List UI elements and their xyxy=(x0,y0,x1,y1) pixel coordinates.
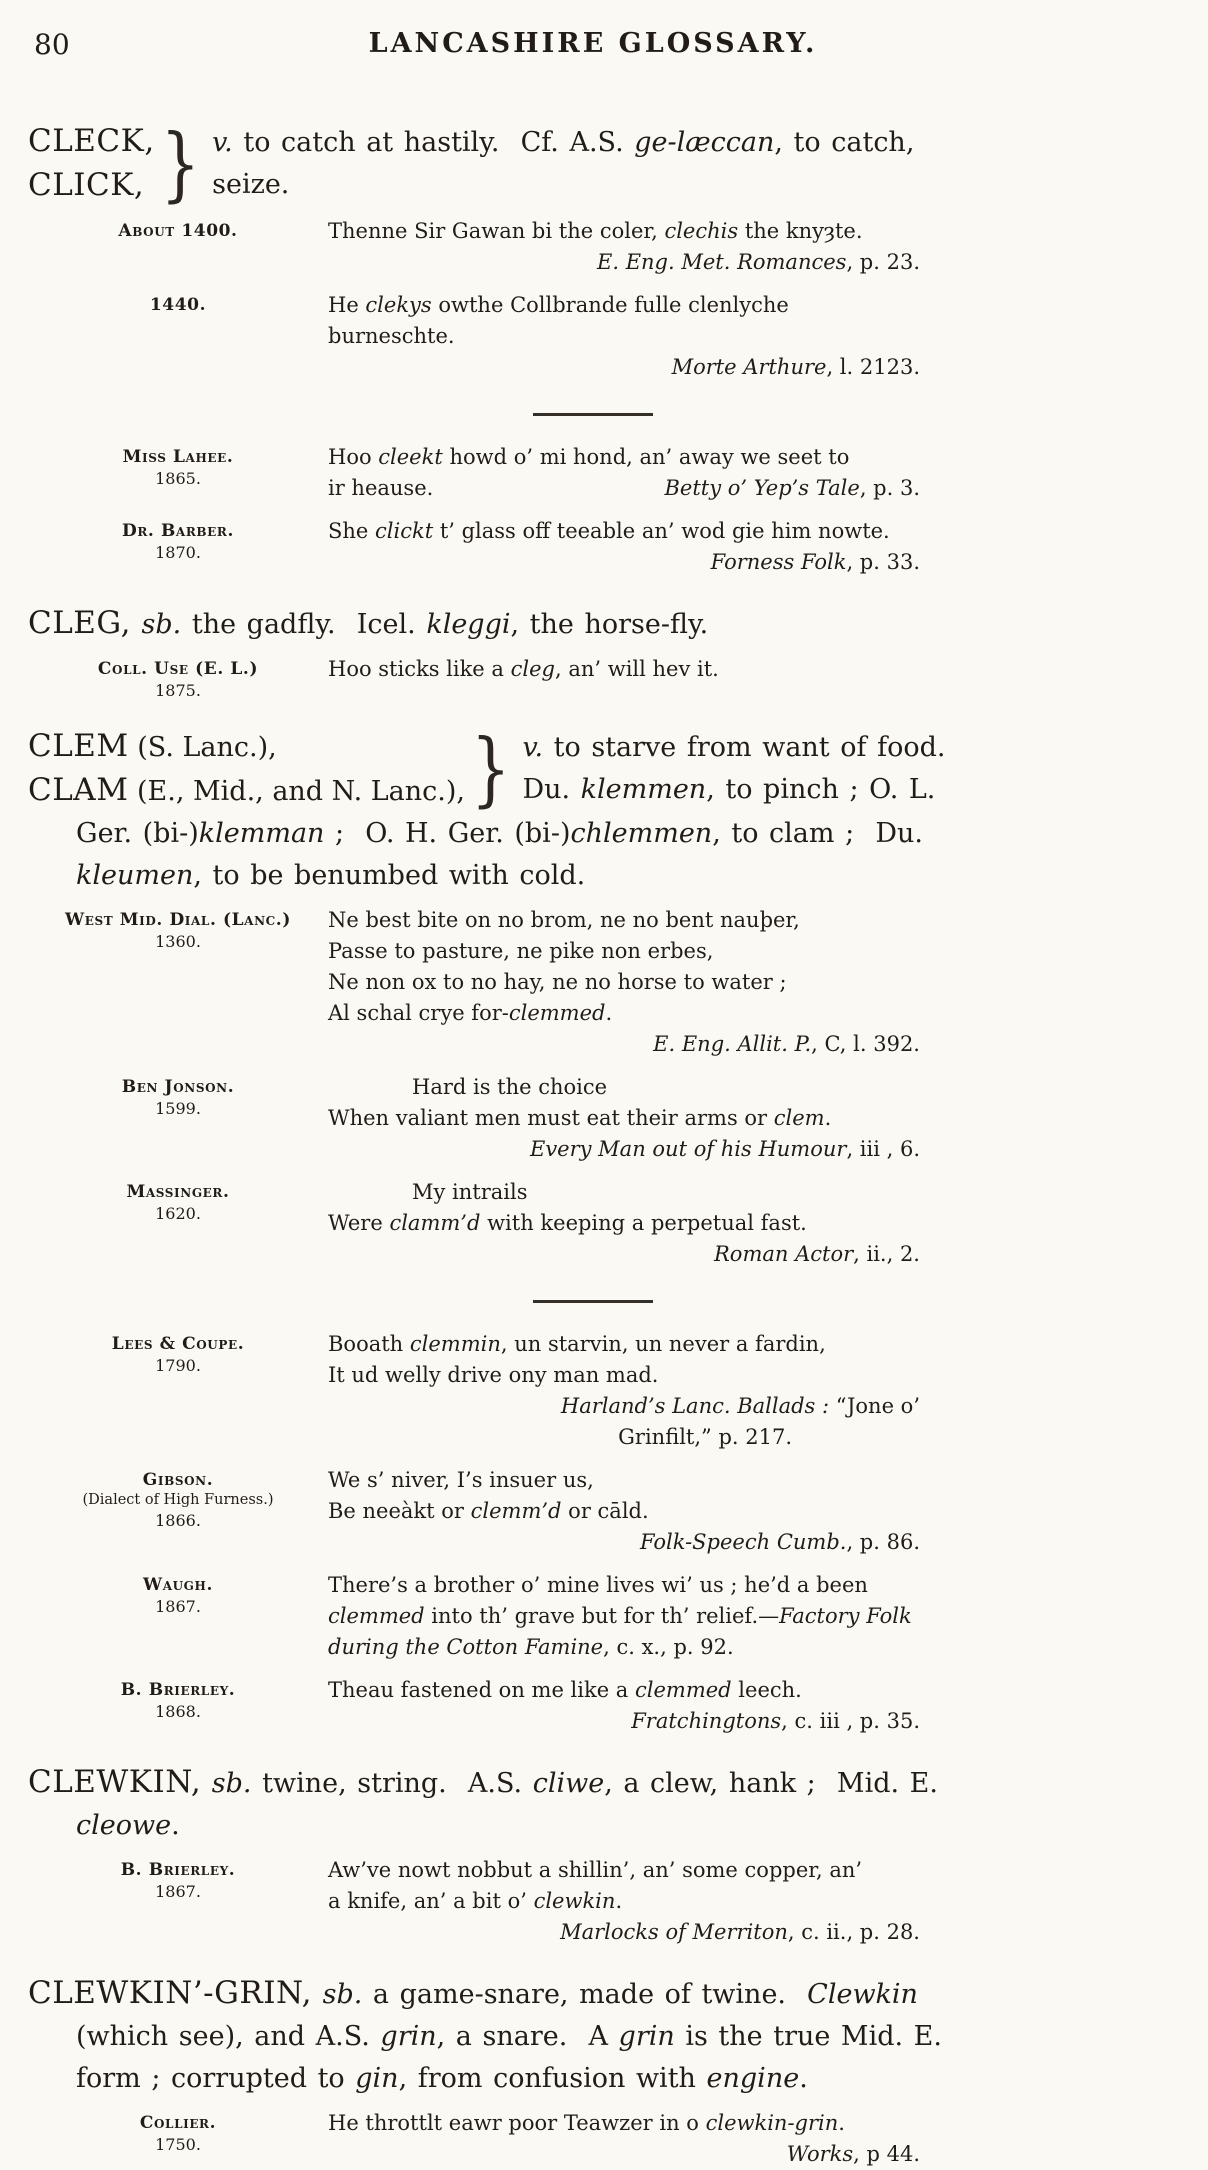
quote-text: Booath clemmin, un starvin, un never a fardin, xyxy=(328,1332,826,1356)
citation-date: 1599. xyxy=(155,1099,201,1118)
quote-text: When valiant men must eat their arms or clem. xyxy=(328,1106,832,1130)
citation-quote xyxy=(328,516,920,578)
quote-text: Passe to pasture, ne pike non erbes, xyxy=(328,939,714,963)
citation xyxy=(28,516,1158,578)
citation xyxy=(28,216,1158,278)
brace-glyph: } xyxy=(470,720,511,816)
citation-source xyxy=(28,1675,328,1737)
quote-attribution: E. Eng. Allit. P., C, l. 392. xyxy=(653,1032,920,1056)
citation-date: 1866. xyxy=(155,1511,201,1530)
citation-quote xyxy=(328,1855,920,1948)
entry-head: CLEWKIN, sb. twine, string. A.S. cliwe, a clew, hank ; Mid. E. cleowe. xyxy=(28,1764,938,1841)
quote-attribution: Harland’s Lanc. Ballads : “Jone o’ xyxy=(560,1394,920,1418)
citation-source-name: Waugh. xyxy=(143,1575,213,1595)
quote-text: Hoo sticks like a cleg, an’ will hev it. xyxy=(328,657,719,681)
citation xyxy=(28,1570,1158,1663)
citation-quote xyxy=(328,1465,920,1558)
quote-line xyxy=(328,1029,920,1060)
citation-source xyxy=(28,2108,328,2170)
quote-text: It ud welly drive ony man mad. xyxy=(328,1363,659,1387)
citation xyxy=(28,654,1158,701)
entry-headwords xyxy=(28,120,155,208)
citation xyxy=(28,290,1158,383)
citation-quote xyxy=(328,216,920,278)
quote-text: clemmed into th’ grave but for th’ relief.—Factory Folk xyxy=(328,1604,912,1628)
quote-line xyxy=(328,1177,920,1208)
citation-source xyxy=(28,905,328,1060)
quote-line xyxy=(328,1886,920,1917)
quote-text: a knife, an’ a bit o’ clewkin. xyxy=(328,1889,623,1913)
citation-quote xyxy=(328,1675,920,1737)
citation xyxy=(28,1072,1158,1165)
quote-text: We s’ niver, I’s insuer us, xyxy=(328,1468,594,1492)
citation-source xyxy=(28,1329,328,1453)
quote-line xyxy=(328,1239,920,1270)
quote-line xyxy=(328,216,920,247)
quote-line xyxy=(328,1329,920,1360)
citation-source-name: Miss Lahee. xyxy=(122,447,234,467)
quote-line xyxy=(328,473,920,504)
quote-text: She clickt t’ glass off teeable an’ wod gie him nowte. xyxy=(328,519,890,543)
quote-attribution: Morte Arthure, l. 2123. xyxy=(671,355,920,379)
citation-source xyxy=(28,1465,328,1558)
page-number: 80 xyxy=(34,28,70,61)
quote-line xyxy=(328,516,920,547)
citation-source-note: (Dialect of High Furness.) xyxy=(82,1492,274,1508)
quote-attribution: E. Eng. Met. Romances, p. 23. xyxy=(597,250,920,274)
quote-text: ir heause. xyxy=(328,476,434,500)
quote-attribution: Marlocks of Merriton, c. ii., p. 28. xyxy=(560,1920,920,1944)
citation-source-name: Gibson. xyxy=(142,1470,214,1490)
quote-attribution: Grinfilt,” p. 217. xyxy=(618,1425,792,1449)
entry-headword: CLICK, xyxy=(28,167,145,203)
citation xyxy=(28,1675,1158,1737)
citation-quote xyxy=(328,2108,920,2170)
citation-source-name: Lees & Coupe. xyxy=(111,1334,245,1354)
quote-text: He throttlt eawr poor Teawzer in o clewkin-grin. xyxy=(328,2111,845,2135)
glossary-entry-cleck-click xyxy=(28,115,1158,578)
quote-text: Hard is the choice xyxy=(412,1075,608,1099)
citation-source-name: Ben Jonson. xyxy=(121,1077,235,1097)
quote-text: There’s a brother o’ mine lives wi’ us ; he’d a been xyxy=(328,1573,868,1597)
quote-line xyxy=(328,1134,920,1165)
quote-text: Aw’ve nowt nobbut a shillin’, an’ some copper, an’ xyxy=(328,1858,863,1882)
citation-source xyxy=(28,654,328,701)
citation-source xyxy=(28,516,328,578)
brace-glyph: } xyxy=(160,115,201,211)
quote-attribution: Every Man out of his Humour, iii , 6. xyxy=(529,1137,920,1161)
quote-line xyxy=(328,2108,920,2139)
quote-attribution: Roman Actor, ii., 2. xyxy=(714,1242,920,1266)
quote-text: He clekys owthe Collbrande fulle clenlyche burneschte. xyxy=(328,293,789,348)
quote-line xyxy=(328,936,920,967)
quote-line xyxy=(328,1917,920,1948)
quote-text: My intrails xyxy=(412,1180,528,1204)
quote-attribution: Forness Folk, p. 33. xyxy=(710,550,920,574)
entry-headword: CLAM (E., Mid., and N. Lanc.), xyxy=(28,772,465,808)
entry-headwords xyxy=(28,725,465,813)
citation-source-name: West Mid. Dial. (Lanc.) xyxy=(65,910,291,930)
quote-line xyxy=(328,998,920,1029)
entry-definition: v. to catch at hastily. Cf. A.S. ge-læccan, to catch, seize. xyxy=(212,127,915,200)
citation-source-name: 1440. xyxy=(149,295,207,315)
citation-source-name: Dr. Barber. xyxy=(122,521,234,541)
quote-line xyxy=(328,442,920,473)
quote-text: Be neeàkt or clemm’d or cāld. xyxy=(328,1499,649,1523)
quote-line xyxy=(328,547,920,578)
quote-attribution: Fratchingtons, c. iii , p. 35. xyxy=(631,1709,920,1733)
citation-source xyxy=(28,1855,328,1948)
citation xyxy=(28,1177,1158,1270)
citation-source xyxy=(28,1570,328,1663)
citation-date: 1865. xyxy=(155,469,201,488)
citation xyxy=(28,905,1158,1060)
quote-text: Were clamm’d with keeping a perpetual fast. xyxy=(328,1211,807,1235)
citation-quote xyxy=(328,1329,920,1453)
entry-brace-row xyxy=(28,720,1158,816)
rule-line xyxy=(533,413,653,416)
quote-line xyxy=(328,654,920,685)
quote-line xyxy=(328,247,920,278)
page-title: LANCASHIRE GLOSSARY. xyxy=(368,28,818,59)
entry-brace-row xyxy=(28,115,1158,211)
citation-date: 1868. xyxy=(155,1702,201,1721)
page-header xyxy=(28,26,1158,70)
citation-quote xyxy=(328,905,920,1060)
section-divider-rule xyxy=(28,1288,1158,1307)
entry-head: CLEG, sb. the gadfly. Icel. kleggi, the horse-fly. xyxy=(28,605,709,641)
citation-list xyxy=(28,1855,1158,1948)
glossary-entry-cleg xyxy=(28,602,1158,701)
glossary-entry-clewkin xyxy=(28,1761,1158,1948)
quote-text: Theau fastened on me like a clemmed leech. xyxy=(328,1678,802,1702)
glossary-entry-clewkin-grin xyxy=(28,1972,1158,2170)
quote-line xyxy=(328,1360,920,1391)
citation-quote xyxy=(328,1570,920,1663)
citation-source-name: Massinger. xyxy=(126,1182,230,1202)
citation xyxy=(28,2108,1158,2170)
citation-date: 1750. xyxy=(155,2135,201,2154)
citation xyxy=(28,442,1158,504)
quote-attribution: Betty o’ Yep’s Tale, p. 3. xyxy=(664,476,920,500)
quote-line xyxy=(328,1855,920,1886)
quote-line xyxy=(328,1601,920,1632)
entry-definition: v. to starve from want of food. Du. klemmen, to pinch ; O. L. xyxy=(522,732,946,805)
quote-line xyxy=(328,1422,920,1453)
quote-attribution: Folk-Speech Cumb., p. 86. xyxy=(639,1530,920,1554)
quote-line xyxy=(328,290,920,352)
citation-source-name: B. Brierley. xyxy=(120,1680,236,1700)
citation-quote xyxy=(328,442,920,504)
citation-source-name: Collier. xyxy=(139,2113,217,2133)
quote-line xyxy=(328,1103,920,1134)
quote-line xyxy=(328,1465,920,1496)
quote-line xyxy=(328,1570,920,1601)
citation-quote xyxy=(328,1072,920,1165)
citation-quote xyxy=(328,654,920,701)
entry-headword: CLEM (S. Lanc.), xyxy=(28,728,277,764)
quote-text: Thenne Sir Gawan bi the coler, clechis the knyȝte. xyxy=(328,219,863,243)
citation-date: 1790. xyxy=(155,1356,201,1375)
quote-line xyxy=(328,1072,920,1103)
entry-definition-continued: Ger. (bi-)klemman ; O. H. Ger. (bi-)chlemmen, to clam ; Du. kleumen, to be benumbed with cold. xyxy=(76,818,923,891)
citation xyxy=(28,1329,1158,1453)
citation-quote xyxy=(328,290,920,383)
quote-line xyxy=(328,1391,920,1422)
quote-line xyxy=(328,1706,920,1737)
citation xyxy=(28,1855,1158,1948)
section-divider-rule xyxy=(28,401,1158,420)
quote-line xyxy=(328,1675,920,1706)
quote-line xyxy=(328,1496,920,1527)
quote-line xyxy=(328,1632,920,1663)
glossary-entry-clem-clam xyxy=(28,720,1158,1737)
quote-line xyxy=(328,905,920,936)
quote-line xyxy=(328,2139,920,2170)
citation-date: 1867. xyxy=(155,1882,201,1901)
citation-date: 1867. xyxy=(155,1597,201,1616)
quote-line xyxy=(328,1527,920,1558)
citation-source-name: B. Brierley. xyxy=(120,1860,236,1880)
citation-list xyxy=(28,2108,1158,2170)
citation-date: 1360. xyxy=(155,932,201,951)
citation-list xyxy=(28,654,1158,701)
quote-text: Ne non ox to no hay, ne no horse to water ; xyxy=(328,970,787,994)
citation-date: 1620. xyxy=(155,1204,201,1223)
quote-attribution: Works, p 44. xyxy=(786,2142,920,2166)
quote-text: Al schal crye for-clemmed. xyxy=(328,1001,613,1025)
citation-source xyxy=(28,442,328,504)
quote-text: during the Cotton Famine, c. x., p. 92. xyxy=(328,1635,734,1659)
citation-source xyxy=(28,216,328,278)
quote-text: Hoo cleekt howd o’ mi hond, an’ away we seet to xyxy=(328,445,850,469)
citation-quote xyxy=(328,1177,920,1270)
citation-source xyxy=(28,1177,328,1270)
citation-source-name: About 1400. xyxy=(118,221,238,241)
citation-source xyxy=(28,290,328,383)
quote-text: Ne best bite on no brom, ne no bent nauþer, xyxy=(328,908,800,932)
citation xyxy=(28,1465,1158,1558)
quote-line xyxy=(328,967,920,998)
citation-list xyxy=(28,905,1158,1737)
citation-source xyxy=(28,1072,328,1165)
quote-line xyxy=(328,352,920,383)
entry-head: CLEWKIN’-GRIN, sb. a game-snare, made of twine. Clewkin (which see), and A.S. grin, a snare. A grin is the true Mid. E. form ; corrupted to gin, from confusion with engine. xyxy=(28,1975,942,2094)
citation-date: 1870. xyxy=(155,543,201,562)
quote-line xyxy=(328,1208,920,1239)
citation-source-name: Coll. Use (E. L.) xyxy=(97,659,259,679)
citation-list xyxy=(28,216,1158,578)
glossary-entries xyxy=(28,115,1158,2170)
rule-line xyxy=(533,1300,653,1303)
citation-date: 1875. xyxy=(155,681,201,700)
entry-headword: CLECK, xyxy=(28,123,155,159)
